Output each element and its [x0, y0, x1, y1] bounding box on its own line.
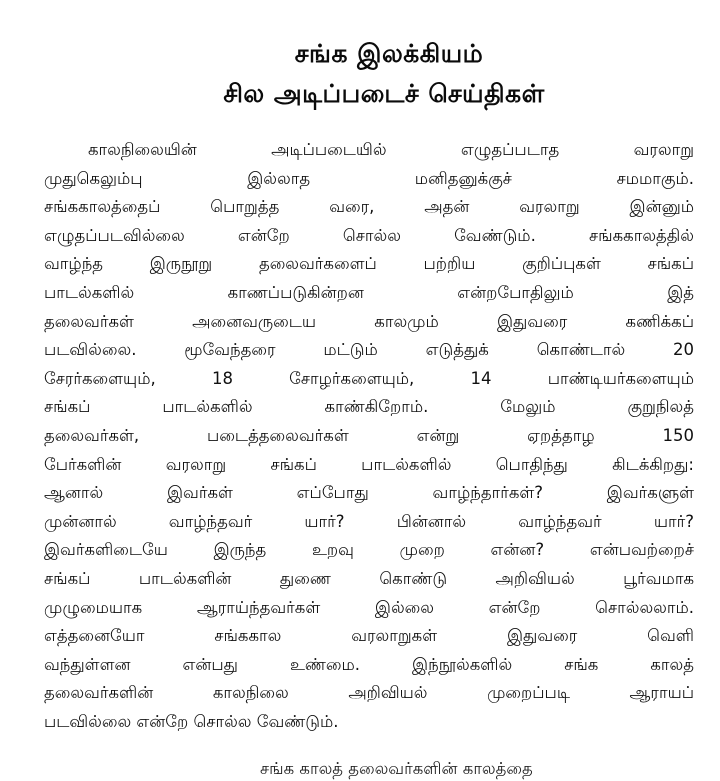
paragraph-line: தலைவர்களின் காலநிலை அறிவியல் முறைப்படி ஆராயப்	[44, 683, 694, 703]
body-paragraph	[44, 136, 694, 736]
paragraph-line: சங்கப் பாடல்களின் துணை கொண்டு அறிவியல் பூர்வமாக	[44, 568, 694, 588]
paragraph-line: ஆனால் இவர்கள் எப்போது வாழ்ந்தார்கள்? இவர்களுள்	[44, 483, 694, 503]
paragraph-line: முன்னால் வாழ்ந்தவர் யார்? பின்னால் வாழ்ந்தவர் யார்?	[44, 511, 694, 531]
cut-off-text: சங்க காலத் தலைவர்களின் காலத்தை	[260, 759, 533, 778]
paragraph-line: முதுகெலும்பு இல்லாத மனிதனுக்குச் சமமாகும்.	[44, 168, 694, 188]
paragraph-line: பேர்களின் வரலாறு சங்கப் பாடல்களில் பொதிந்து கிடக்கிறது:	[44, 454, 694, 474]
cut-off-next-line	[0, 757, 720, 778]
paragraph-line: வாழ்ந்த இருநூறு தலைவர்களைப் பற்றிய குறிப்புகள் சங்கப்	[44, 254, 694, 274]
paragraph-line: சங்ககாலத்தைப் பொறுத்த வரை, அதன் வரலாறு இன்னும்	[44, 197, 694, 217]
paragraph-line: காலநிலையின் அடிப்படையில் எழுதப்படாத வரலாறு	[88, 140, 694, 159]
paragraph-line: இவர்களிடையே இருந்த உறவு முறை என்ன? என்பவற்றைச்	[44, 540, 694, 560]
paragraph-line: படவில்லை. மூவேந்தரை மட்டும் எடுத்துக் கொண்டால் 20	[44, 340, 694, 360]
paragraph-line: தலைவர்கள், படைத்தலைவர்கள் என்று ஏறத்தாழ 150	[44, 425, 694, 445]
document-title	[44, 34, 694, 114]
paragraph-line: படவில்லை என்றே சொல்ல வேண்டும்.	[44, 711, 339, 731]
paragraph-line: முழுமையாக ஆராய்ந்தவர்கள் இல்லை என்றே சொல்லலாம்.	[44, 597, 694, 617]
paragraph-line: எழுதப்படவில்லை என்றே சொல்ல வேண்டும். சங்ககாலத்தில்	[44, 225, 694, 245]
paragraph-line: வந்துள்ளன என்பது உண்மை. இந்நூல்களில் சங்க காலத்	[44, 654, 694, 674]
title-line-2: சில அடிப்படைச் செய்திகள்	[223, 79, 545, 108]
paragraph-line: பாடல்களில் காணப்படுகின்றன என்றபோதிலும் இத்	[44, 282, 694, 302]
paragraph-line: சங்கப் பாடல்களில் காண்கிறோம். மேலும் குறுநிலத்	[44, 397, 694, 417]
paragraph-line: தலைவர்கள் அனைவருடைய காலமும் இதுவரை கணிக்கப்	[44, 311, 694, 331]
paragraph-line: எத்தனையோ சங்ககால வரலாறுகள் இதுவரை வெளி	[44, 626, 694, 646]
paragraph-line: சேரர்களையும், 18 சோழர்களையும், 14 பாண்டியர்களையும்	[44, 368, 694, 388]
title-line-1: சங்க இலக்கியம்	[294, 39, 484, 68]
